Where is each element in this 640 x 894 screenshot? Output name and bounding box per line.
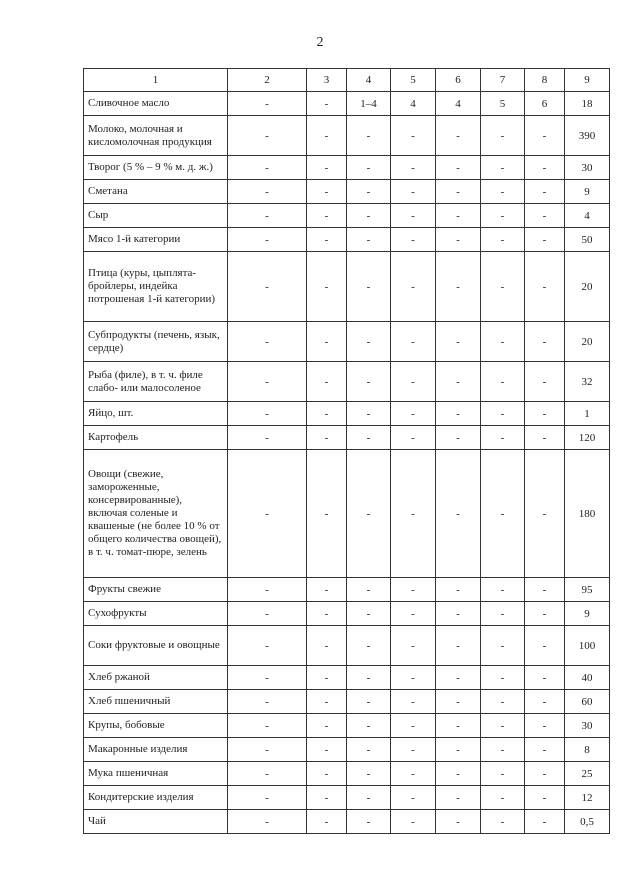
value-cell: -	[347, 362, 391, 402]
value-cell: -	[481, 252, 525, 322]
value-cell: -	[347, 204, 391, 228]
value-cell: -	[481, 426, 525, 450]
value-cell: -	[436, 578, 481, 602]
value-cell: -	[436, 450, 481, 578]
value-cell: -	[525, 228, 565, 252]
table-row	[84, 666, 610, 690]
table-row	[84, 578, 610, 602]
value-cell: -	[391, 228, 436, 252]
value-cell: -	[307, 92, 347, 116]
value-cell: -	[228, 116, 307, 156]
value-cell: -	[481, 402, 525, 426]
value-cell: -	[525, 362, 565, 402]
value-cell: -	[228, 228, 307, 252]
value-cell: -	[307, 602, 347, 626]
value-cell: -	[228, 156, 307, 180]
value-cell: -	[307, 156, 347, 180]
norm-value-cell: 95	[565, 578, 610, 602]
value-cell: -	[525, 666, 565, 690]
norm-value-cell: 1	[565, 402, 610, 426]
value-cell: -	[391, 738, 436, 762]
value-cell: -	[307, 626, 347, 666]
value-cell: 5	[481, 92, 525, 116]
value-cell: -	[481, 116, 525, 156]
value-cell: -	[436, 666, 481, 690]
value-cell: -	[347, 402, 391, 426]
product-name-cell: Яйцо, шт.	[84, 402, 228, 426]
value-cell: -	[391, 204, 436, 228]
value-cell: -	[307, 116, 347, 156]
value-cell: -	[228, 786, 307, 810]
table-row	[84, 116, 610, 156]
column-header-3: 3	[307, 69, 347, 92]
value-cell: -	[307, 252, 347, 322]
value-cell: -	[436, 204, 481, 228]
table-row	[84, 450, 610, 578]
product-name-cell: Сметана	[84, 180, 228, 204]
value-cell: -	[228, 322, 307, 362]
value-cell: -	[481, 450, 525, 578]
column-header-7: 7	[481, 69, 525, 92]
value-cell: -	[347, 666, 391, 690]
value-cell: -	[347, 810, 391, 834]
value-cell: -	[481, 626, 525, 666]
value-cell: -	[347, 602, 391, 626]
value-cell: -	[228, 402, 307, 426]
value-cell: -	[481, 322, 525, 362]
value-cell: -	[391, 714, 436, 738]
value-cell: -	[436, 738, 481, 762]
column-header-8: 8	[525, 69, 565, 92]
norm-value-cell: 100	[565, 626, 610, 666]
product-name-cell: Хлеб ржаной	[84, 666, 228, 690]
value-cell: -	[228, 362, 307, 402]
value-cell: -	[436, 602, 481, 626]
column-header-9: 9	[565, 69, 610, 92]
table-row	[84, 738, 610, 762]
value-cell: -	[307, 322, 347, 362]
value-cell: -	[391, 810, 436, 834]
value-cell: -	[307, 362, 347, 402]
value-cell: -	[228, 426, 307, 450]
norm-value-cell: 50	[565, 228, 610, 252]
value-cell: -	[347, 450, 391, 578]
value-cell: -	[481, 666, 525, 690]
table-body	[84, 92, 610, 834]
table-row	[84, 180, 610, 204]
value-cell: -	[228, 810, 307, 834]
value-cell: -	[436, 402, 481, 426]
value-cell: -	[481, 714, 525, 738]
value-cell: -	[228, 714, 307, 738]
value-cell: -	[391, 426, 436, 450]
norm-value-cell: 40	[565, 666, 610, 690]
table-row	[84, 786, 610, 810]
value-cell: -	[436, 362, 481, 402]
value-cell: -	[228, 252, 307, 322]
value-cell: -	[436, 762, 481, 786]
norm-value-cell: 0,5	[565, 810, 610, 834]
value-cell: -	[391, 786, 436, 810]
table-row	[84, 92, 610, 116]
product-name-cell: Макаронные изделия	[84, 738, 228, 762]
product-name-cell: Овощи (свежие, замороженные, консервированные), включая соленые и квашеные (не более 10 % от общего количества овощей), в т. ч. томат-пюре, зелень	[84, 450, 228, 578]
header-row	[84, 69, 610, 92]
value-cell: -	[391, 602, 436, 626]
value-cell: -	[347, 786, 391, 810]
product-name-cell: Субпродукты (печень, язык, сердце)	[84, 322, 228, 362]
norm-value-cell: 20	[565, 252, 610, 322]
column-header-5: 5	[391, 69, 436, 92]
value-cell: -	[347, 228, 391, 252]
value-cell: -	[391, 362, 436, 402]
value-cell: -	[228, 762, 307, 786]
value-cell: -	[525, 180, 565, 204]
value-cell: -	[391, 762, 436, 786]
value-cell: -	[347, 714, 391, 738]
table-row	[84, 228, 610, 252]
value-cell: -	[436, 322, 481, 362]
value-cell: -	[228, 204, 307, 228]
value-cell: -	[525, 738, 565, 762]
norm-value-cell: 30	[565, 156, 610, 180]
value-cell: -	[436, 426, 481, 450]
table-row	[84, 362, 610, 402]
table-row	[84, 252, 610, 322]
value-cell: -	[436, 116, 481, 156]
value-cell: -	[307, 690, 347, 714]
value-cell: -	[391, 180, 436, 204]
value-cell: -	[391, 156, 436, 180]
value-cell: -	[307, 786, 347, 810]
value-cell: -	[481, 578, 525, 602]
value-cell: -	[307, 180, 347, 204]
value-cell: -	[525, 626, 565, 666]
value-cell: -	[347, 762, 391, 786]
norm-value-cell: 12	[565, 786, 610, 810]
value-cell: -	[481, 228, 525, 252]
norm-value-cell: 9	[565, 602, 610, 626]
table-row	[84, 714, 610, 738]
column-header-2: 2	[228, 69, 307, 92]
value-cell: -	[525, 116, 565, 156]
value-cell: -	[525, 450, 565, 578]
column-header-1: 1	[84, 69, 228, 92]
product-name-cell: Сливочное масло	[84, 92, 228, 116]
value-cell: -	[307, 228, 347, 252]
value-cell: -	[307, 578, 347, 602]
value-cell: -	[481, 738, 525, 762]
value-cell: 4	[436, 92, 481, 116]
value-cell: -	[347, 252, 391, 322]
value-cell: -	[525, 426, 565, 450]
value-cell: -	[525, 252, 565, 322]
value-cell: -	[347, 626, 391, 666]
product-name-cell: Сухофрукты	[84, 602, 228, 626]
value-cell: -	[307, 810, 347, 834]
value-cell: -	[347, 578, 391, 602]
product-name-cell: Сыр	[84, 204, 228, 228]
value-cell: -	[481, 602, 525, 626]
norm-value-cell: 9	[565, 180, 610, 204]
value-cell: -	[525, 690, 565, 714]
value-cell: -	[228, 450, 307, 578]
norm-value-cell: 390	[565, 116, 610, 156]
value-cell: -	[347, 180, 391, 204]
norm-value-cell: 8	[565, 738, 610, 762]
product-name-cell: Творог (5 % – 9 % м. д. ж.)	[84, 156, 228, 180]
value-cell: -	[391, 322, 436, 362]
value-cell: -	[481, 690, 525, 714]
value-cell: -	[391, 690, 436, 714]
value-cell: -	[228, 690, 307, 714]
table-row	[84, 402, 610, 426]
norm-value-cell: 25	[565, 762, 610, 786]
value-cell: -	[228, 666, 307, 690]
value-cell: -	[347, 322, 391, 362]
value-cell: -	[307, 762, 347, 786]
product-name-cell: Молоко, молочная и кисломолочная продукция	[84, 116, 228, 156]
value-cell: -	[525, 578, 565, 602]
norm-value-cell: 180	[565, 450, 610, 578]
value-cell: -	[391, 578, 436, 602]
product-name-cell: Фрукты свежие	[84, 578, 228, 602]
norm-value-cell: 18	[565, 92, 610, 116]
value-cell: -	[436, 180, 481, 204]
value-cell: -	[347, 426, 391, 450]
value-cell: -	[481, 810, 525, 834]
value-cell: -	[525, 156, 565, 180]
value-cell: -	[525, 204, 565, 228]
product-name-cell: Крупы, бобовые	[84, 714, 228, 738]
value-cell: -	[525, 714, 565, 738]
value-cell: -	[228, 626, 307, 666]
value-cell: -	[481, 204, 525, 228]
value-cell: -	[481, 362, 525, 402]
table-row	[84, 690, 610, 714]
value-cell: -	[391, 402, 436, 426]
value-cell: -	[481, 786, 525, 810]
food-norms-table	[83, 68, 610, 834]
value-cell: -	[228, 578, 307, 602]
value-cell: -	[481, 762, 525, 786]
value-cell: -	[436, 714, 481, 738]
value-cell: -	[228, 92, 307, 116]
value-cell: -	[307, 402, 347, 426]
table-row	[84, 156, 610, 180]
value-cell: -	[481, 180, 525, 204]
value-cell: -	[307, 714, 347, 738]
value-cell: -	[436, 810, 481, 834]
value-cell: -	[436, 228, 481, 252]
value-cell: -	[436, 252, 481, 322]
table-row	[84, 602, 610, 626]
product-name-cell: Соки фруктовые и овощные	[84, 626, 228, 666]
value-cell: -	[391, 626, 436, 666]
page-number: 2	[316, 35, 324, 50]
value-cell: -	[228, 180, 307, 204]
value-cell: -	[391, 450, 436, 578]
table-row	[84, 626, 610, 666]
value-cell: -	[307, 666, 347, 690]
value-cell: -	[307, 738, 347, 762]
product-name-cell: Птица (куры, цыплята-бройлеры, индейка потрошеная 1-й категории)	[84, 252, 228, 322]
value-cell: -	[307, 450, 347, 578]
value-cell: -	[391, 116, 436, 156]
value-cell: -	[391, 666, 436, 690]
table-row	[84, 322, 610, 362]
norm-value-cell: 30	[565, 714, 610, 738]
value-cell: -	[525, 762, 565, 786]
value-cell: -	[307, 204, 347, 228]
value-cell: -	[347, 156, 391, 180]
value-cell: -	[347, 116, 391, 156]
column-header-6: 6	[436, 69, 481, 92]
product-name-cell: Рыба (филе), в т. ч. филе слабо- или малосоленое	[84, 362, 228, 402]
value-cell: 1–4	[347, 92, 391, 116]
product-name-cell: Чай	[84, 810, 228, 834]
norm-value-cell: 4	[565, 204, 610, 228]
value-cell: 6	[525, 92, 565, 116]
table-row	[84, 810, 610, 834]
value-cell: -	[436, 690, 481, 714]
product-name-cell: Хлеб пшеничный	[84, 690, 228, 714]
value-cell: 4	[391, 92, 436, 116]
value-cell: -	[525, 402, 565, 426]
column-header-4: 4	[347, 69, 391, 92]
value-cell: -	[525, 810, 565, 834]
value-cell: -	[525, 786, 565, 810]
value-cell: -	[525, 602, 565, 626]
value-cell: -	[307, 426, 347, 450]
product-name-cell: Кондитерские изделия	[84, 786, 228, 810]
product-name-cell: Мясо 1-й категории	[84, 228, 228, 252]
norm-value-cell: 120	[565, 426, 610, 450]
value-cell: -	[391, 252, 436, 322]
norm-value-cell: 32	[565, 362, 610, 402]
value-cell: -	[525, 322, 565, 362]
table-row	[84, 204, 610, 228]
table-row	[84, 426, 610, 450]
product-name-cell: Мука пшеничная	[84, 762, 228, 786]
value-cell: -	[347, 738, 391, 762]
value-cell: -	[481, 156, 525, 180]
norm-value-cell: 60	[565, 690, 610, 714]
table-row	[84, 762, 610, 786]
value-cell: -	[228, 602, 307, 626]
value-cell: -	[228, 738, 307, 762]
norm-value-cell: 20	[565, 322, 610, 362]
value-cell: -	[436, 786, 481, 810]
value-cell: -	[436, 626, 481, 666]
value-cell: -	[436, 156, 481, 180]
value-cell: -	[347, 690, 391, 714]
product-name-cell: Картофель	[84, 426, 228, 450]
